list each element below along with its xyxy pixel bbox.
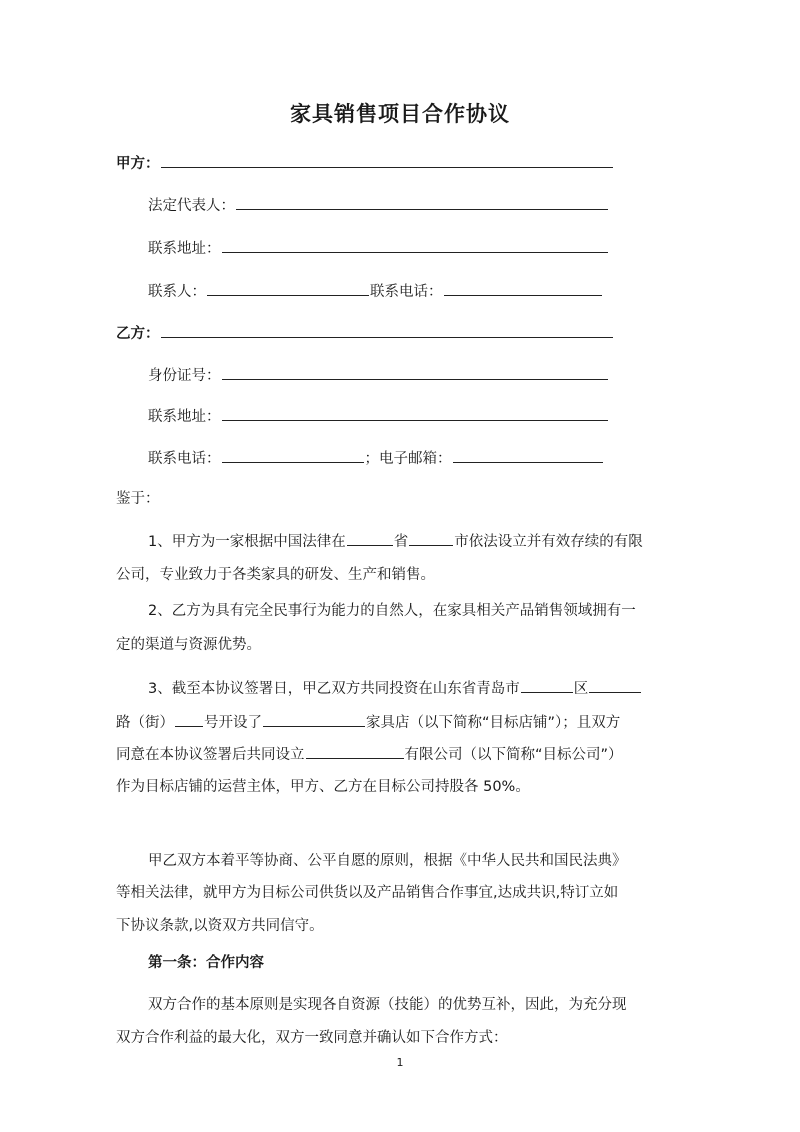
id-label: 身份证号： bbox=[148, 368, 221, 384]
contact-label: 联系人： bbox=[148, 284, 206, 300]
email-label: 电子邮箱： bbox=[379, 451, 452, 467]
party-a-legal-rep-row bbox=[148, 195, 609, 216]
legal-rep-label: 法定代表人： bbox=[148, 198, 235, 214]
number-blank[interactable] bbox=[175, 712, 203, 727]
clause3-text-g: 有限公司（以下简称“目标公司”） bbox=[404, 747, 623, 763]
document-title: 家具销售项目合作协议 bbox=[290, 102, 510, 126]
party-b-address-label: 联系地址： bbox=[148, 409, 221, 425]
clause3-text-b: 区 bbox=[573, 681, 589, 697]
whereas-label: 鉴于： bbox=[116, 491, 160, 507]
clause3-line1 bbox=[148, 678, 642, 699]
email-blank[interactable] bbox=[453, 448, 603, 463]
intro-line1: 甲乙双方本着平等协商、公平自愿的原则，根据《中华人民共和国民法典》 bbox=[148, 853, 627, 869]
clause3-text-e: 家具店（以下简称“目标店铺”）；且双方 bbox=[366, 715, 621, 731]
clause3-line3 bbox=[116, 744, 623, 765]
clause3-text-d: 号开设了 bbox=[204, 715, 262, 731]
clause1-line2: 公司，专业致力于各类家具的研发、生产和销售。 bbox=[116, 567, 435, 583]
separator: ； bbox=[364, 451, 379, 467]
party-a-blank[interactable] bbox=[161, 153, 613, 168]
party-b-blank[interactable] bbox=[161, 323, 613, 338]
store-name-blank[interactable] bbox=[263, 712, 365, 727]
party-a-address-blank[interactable] bbox=[222, 238, 608, 253]
party-a-phone-label: 联系电话： bbox=[370, 284, 443, 300]
clause1-text-a: 1、甲方为一家根据中国法律在 bbox=[148, 534, 346, 550]
road-blank[interactable] bbox=[589, 678, 641, 693]
clause3-line4: 作为目标店铺的运营主体，甲方、乙方在目标公司持股各 50%。 bbox=[116, 779, 530, 795]
clause1-text-b: 省 bbox=[393, 534, 409, 550]
clause3-text-a: 3、截至本协议签署日，甲乙双方共同投资在山东省青岛市 bbox=[148, 681, 520, 697]
party-a-address-row bbox=[148, 238, 609, 259]
district-blank[interactable] bbox=[521, 678, 573, 693]
party-b-address-row bbox=[148, 406, 609, 427]
party-a-contact-row bbox=[148, 281, 603, 302]
party-a-phone-blank[interactable] bbox=[444, 281, 602, 296]
party-a-row bbox=[116, 153, 614, 174]
intro-line3: 下协议条款,以资双方共同信守。 bbox=[116, 918, 324, 934]
party-b-id-row bbox=[148, 365, 609, 386]
article1-heading: 第一条：合作内容 bbox=[148, 955, 264, 971]
clause3-line2 bbox=[116, 712, 620, 733]
clause3-text-c: 路（街） bbox=[116, 715, 174, 731]
party-b-row bbox=[116, 323, 614, 344]
clause2-line1: 2、乙方为具有完全民事行为能力的自然人，在家具相关产品销售领域拥有一 bbox=[148, 603, 636, 619]
legal-rep-blank[interactable] bbox=[236, 195, 608, 210]
city-blank[interactable] bbox=[409, 531, 453, 546]
province-blank[interactable] bbox=[347, 531, 393, 546]
article1-line2: 双方合作利益的最大化，双方一致同意并确认如下合作方式： bbox=[116, 1030, 508, 1046]
intro-line2: 等相关法律，就甲方为目标公司供货以及产品销售合作事宜,达成共识,特订立如 bbox=[116, 885, 619, 901]
party-b-contact-row bbox=[148, 448, 604, 469]
article1-line1: 双方合作的基本原则是实现各自资源（技能）的优势互补，因此，为充分现 bbox=[148, 997, 627, 1013]
party-a-label: 甲方： bbox=[116, 156, 160, 172]
party-a-address-label: 联系地址： bbox=[148, 241, 221, 257]
clause2-line2: 定的渠道与资源优势。 bbox=[116, 637, 261, 653]
party-b-phone-blank[interactable] bbox=[222, 448, 364, 463]
clause1-text-c: 市依法设立并有效存续的有限 bbox=[454, 534, 643, 550]
party-b-address-blank[interactable] bbox=[222, 406, 608, 421]
id-blank[interactable] bbox=[222, 365, 608, 380]
company-name-blank[interactable] bbox=[306, 744, 404, 759]
party-b-phone-label: 联系电话： bbox=[148, 451, 221, 467]
contact-blank[interactable] bbox=[207, 281, 369, 296]
page-number: 1 bbox=[396, 1056, 404, 1069]
clause3-text-f: 同意在本协议签署后共同设立 bbox=[116, 747, 305, 763]
party-b-label: 乙方： bbox=[116, 326, 160, 342]
clause1-line1 bbox=[148, 531, 643, 552]
